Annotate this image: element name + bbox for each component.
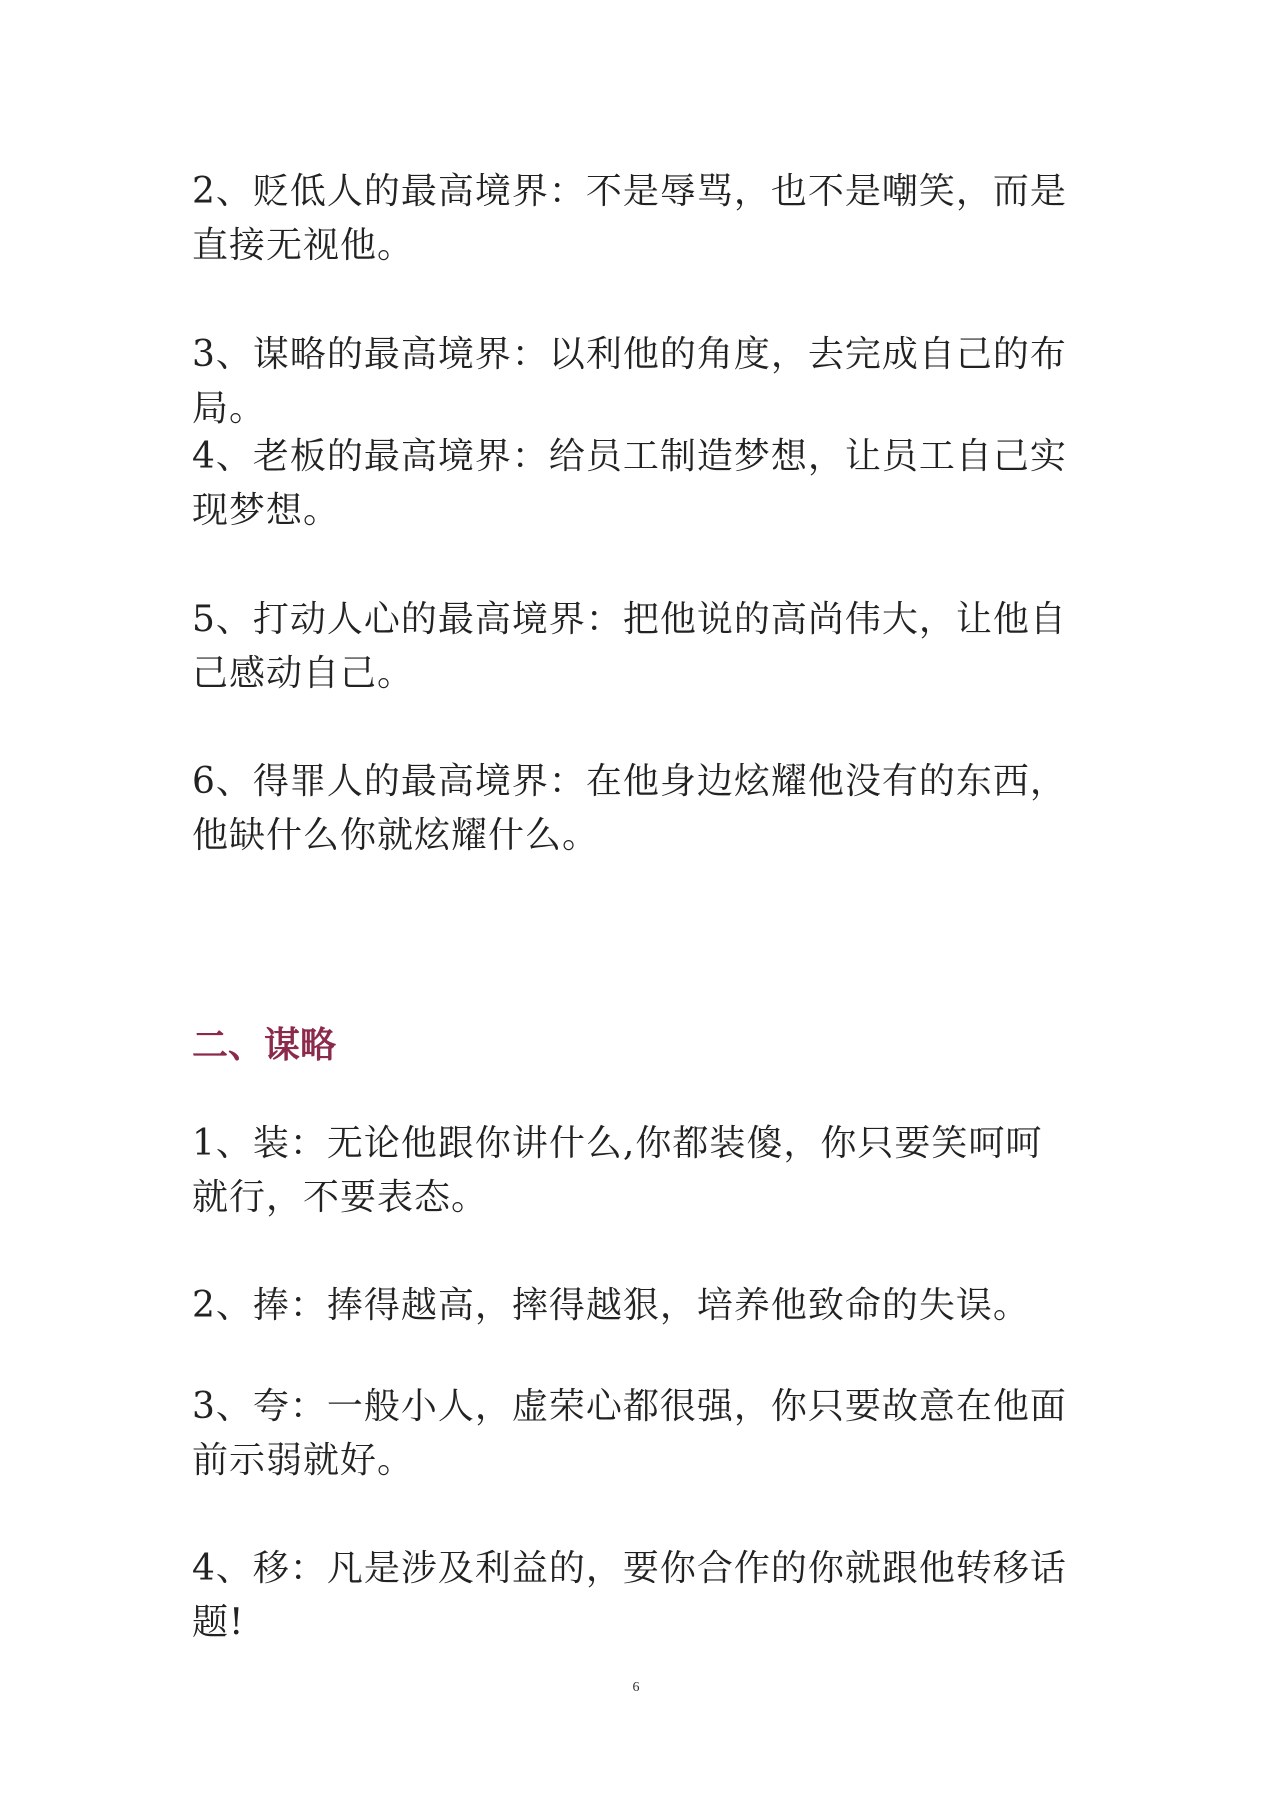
paragraph-item-3: 3、谋略的最高境界：以利他的角度，去完成自己的布局。 <box>192 334 1067 429</box>
paragraph-item-4: 4、老板的最高境界：给员工制造梦想，让员工自己实现梦想。 <box>192 436 1067 531</box>
section-heading: 二、谋略 <box>192 1024 337 1066</box>
strategy-item-4: 4、移：凡是涉及利益的，要你合作的你就跟他转移话题! <box>192 1548 1067 1643</box>
paragraph-item-5: 5、打动人心的最高境界：把他说的高尚伟大，让他自己感动自己。 <box>192 599 1067 694</box>
strategy-item-2: 2、捧：捧得越高，摔得越狠，培养他致命的失误。 <box>192 1285 1030 1326</box>
paragraph-item-6: 6、得罪人的最高境界：在他身边炫耀他没有的东西，他缺什么你就炫耀什么。 <box>192 761 1067 856</box>
strategy-item-3: 3、夸：一般小人，虚荣心都很强，你只要故意在他面前示弱就好。 <box>192 1386 1067 1481</box>
page-number: 6 <box>632 1680 640 1695</box>
paragraph-item-2: 2、贬低人的最高境界：不是辱骂，也不是嘲笑，而是直接无视他。 <box>192 171 1067 266</box>
strategy-item-1: 1、装：无论他跟你讲什么,你都装傻，你只要笑呵呵就行，不要表态。 <box>192 1123 1043 1218</box>
